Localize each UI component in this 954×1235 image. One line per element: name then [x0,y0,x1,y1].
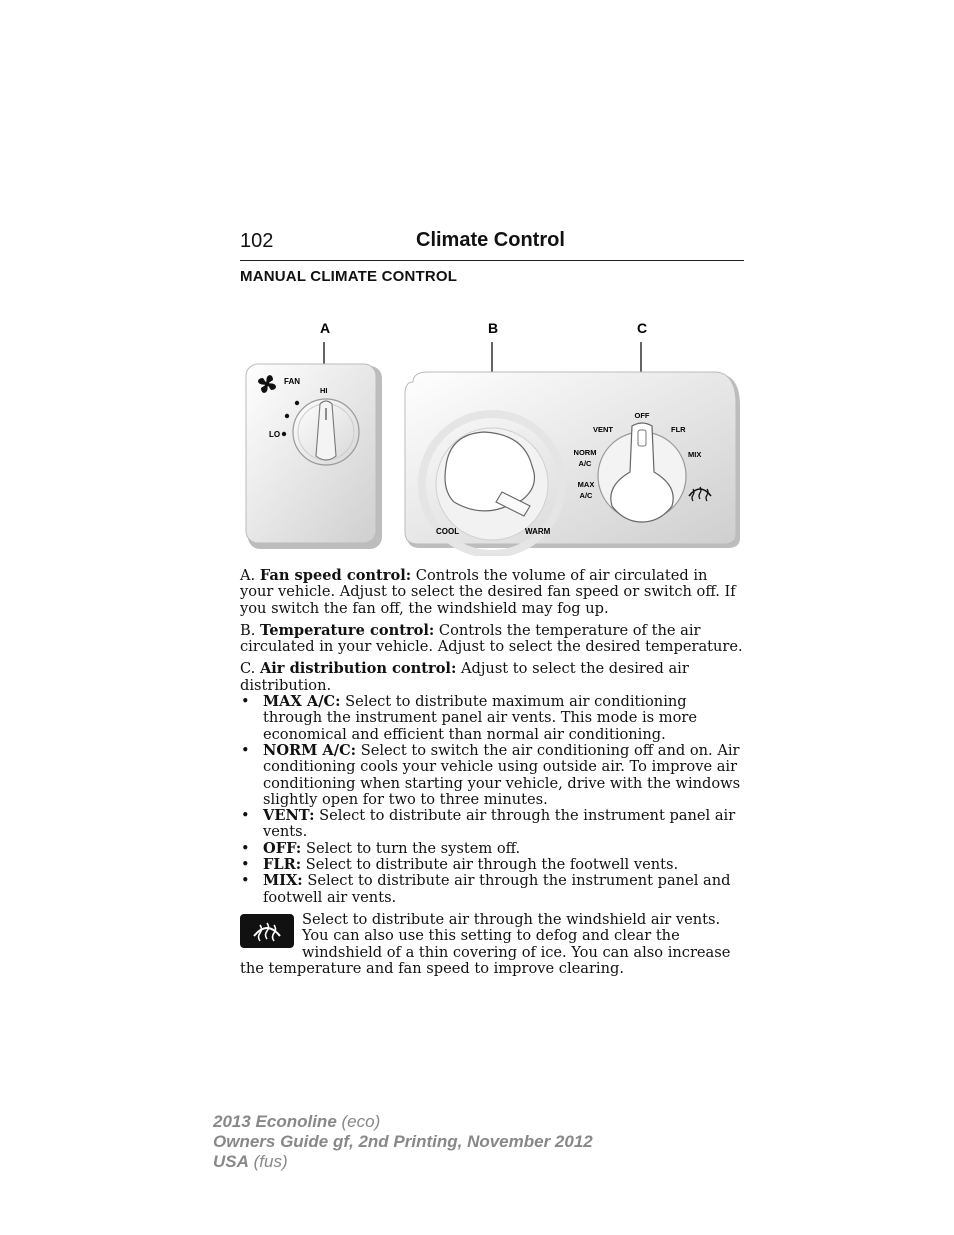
fan-panel [246,364,382,549]
windshield-defrost-icon [240,914,294,948]
callout-b: B [487,320,499,336]
page-footer: 2013 Econoline (eco) Owners Guide gf, 2nd Printing, November 2012 USA (fus) [213,1112,593,1171]
max-ac-label-1: MAX [577,480,595,489]
callout-a: A [319,320,331,336]
flr-label: FLR [671,425,686,434]
item-a: A. Fan speed control: Controls the volume of air circulated in your vehicle. Adjust to select the desired fan speed or switch off. If you switch the fan off, the windshield may fog up. [240,567,736,617]
item-b: B. Temperature control: Controls the temperature of the air circulated in your vehicle. Adjust to select the desired temperature. [240,621,743,656]
warm-label: WARM [525,527,551,536]
chapter-title: Climate Control [416,229,565,251]
norm-ac-label-1: NORM [573,448,597,457]
list-item: • OFF: Select to turn the system off. [240,841,745,857]
off-label: OFF [634,411,650,420]
max-ac-label-2: A/C [579,491,593,500]
page-number: 102 [240,230,274,252]
list-item: • FLR: Select to distribute air through the footwell vents. [240,857,745,873]
fan-label: FAN [284,377,300,386]
item-a-term: Fan speed control: [259,567,412,584]
mix-label: MIX [688,450,702,459]
item-b-term: Temperature control: [260,621,435,639]
defrost-text: Select to distribute air through the windshield air vents. You can also use this setting to defog and clear the windshield of a thin covering of ice. You can also increase the temperature and fan speed to improve clearing. [240,910,731,977]
section-title: MANUAL CLIMATE CONTROL [240,268,458,285]
list-item: • MIX: Select to distribute air through the instrument panel and footwell air vents. [240,873,745,906]
list-item: • NORM A/C: Select to switch the air conditioning off and on. Air conditioning cools your vehicle using outside air. To improve air conditioning when starting your vehicle, drive with the windows slightly open for two to three minutes. [240,743,745,808]
cool-label: COOL [436,527,460,536]
distribution-modes-list [240,694,745,906]
item-c-term: Air distribution control: [259,660,457,678]
item-c: C. Air distribution control: Adjust to select the desired air distribution. [240,660,689,694]
climate-control-figure [240,316,750,556]
callout-c: C [636,320,648,336]
norm-ac-label-2: A/C [578,459,592,468]
page-header [240,226,744,261]
defrost-note [240,912,745,977]
vent-label: VENT [593,425,614,434]
fan-hi-label: HI [320,386,328,395]
list-item: • MAX A/C: Select to distribute maximum air conditioning through the instrument panel air vents. This mode is more economical and efficient than normal air conditioning. [240,694,745,743]
temp-air-panel [405,372,740,554]
body-text [240,568,745,977]
fan-lo-label: LO [269,430,281,439]
list-item: • VENT: Select to distribute air through the instrument panel air vents. [240,808,745,841]
